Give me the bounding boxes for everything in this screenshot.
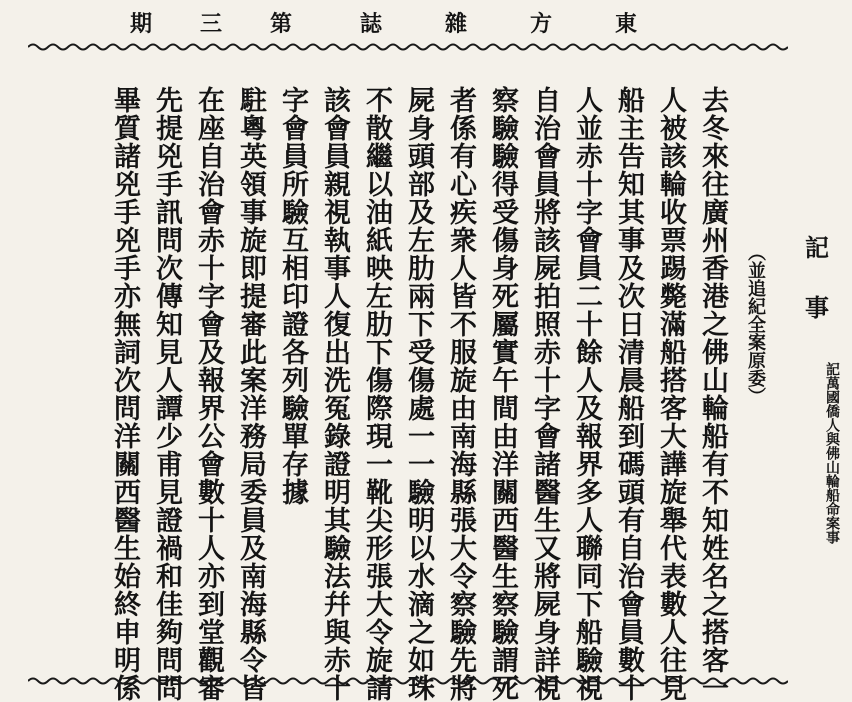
text-column: 人被該輪收票踢斃滿船搭客大譁旋舉代表數人往見 <box>655 86 686 702</box>
section-label <box>802 236 832 320</box>
header-char: 三 <box>200 12 223 37</box>
text-column: 在座自治會赤十字會及報界公會數十人亦到堂觀審 <box>193 86 224 702</box>
article-body <box>50 86 730 702</box>
text-column: 屍身頭部及左肋兩下受傷處一一驗明以水滴之如珠 <box>403 86 434 702</box>
text-column: 察驗驗得受傷身死屬實午間由洋關西醫生察驗謂死 <box>487 86 518 702</box>
bottom-divider <box>28 676 788 686</box>
text-column: 不散繼以油紙映左肋下傷際現一靴尖形張大令旋請 <box>361 86 392 702</box>
text-column: 先提兇手訊問次傳知見人譚少甫見證禍和佳夠問問 <box>151 86 182 702</box>
text-column: 字會員所驗互相印證各列驗單存據 <box>277 86 308 506</box>
text-column: 船主告知其事及次日清晨船到碼頭有自治會員數十 <box>613 86 644 702</box>
text-column: 自治會員將該屍拍照赤十字會諸醫生又將屍身詳視 <box>529 86 560 702</box>
header-char: 東 <box>615 12 638 37</box>
article-subtitle: （並追紀全案原委） <box>745 243 766 405</box>
section-note: 記萬國僑人與佛山輪船命案事 <box>824 362 840 544</box>
header-char: 方 <box>530 12 553 37</box>
text-column: 畢質諸兇手兇手亦無詞次問洋關西醫生始終申明係 <box>109 86 140 702</box>
text-column: 駐粵英領事旋即提審此案洋務局委員及南海縣令皆 <box>235 86 266 702</box>
text-column: 者係有心疾衆人皆不服旋由南海縣張大令察驗先將 <box>445 86 476 702</box>
text-column: 該會員親視執事人復出洗冤錄證明其驗法幷與赤十 <box>319 86 350 702</box>
header-char: 雜 <box>445 12 468 37</box>
text-column: 去冬來往廣州香港之佛山輪船有不知姓名之搭客一 <box>697 86 728 702</box>
section-label-char: 記 <box>805 234 829 262</box>
header-char: 第 <box>270 12 293 37</box>
top-divider <box>28 42 788 52</box>
section-label-char: 事 <box>805 294 829 322</box>
text-column: 人並赤十字會員二十餘人及報界多人聯同下船驗視 <box>571 86 602 702</box>
page-header <box>90 8 690 42</box>
header-char: 期 <box>130 12 153 37</box>
header-char: 誌 <box>360 12 383 37</box>
